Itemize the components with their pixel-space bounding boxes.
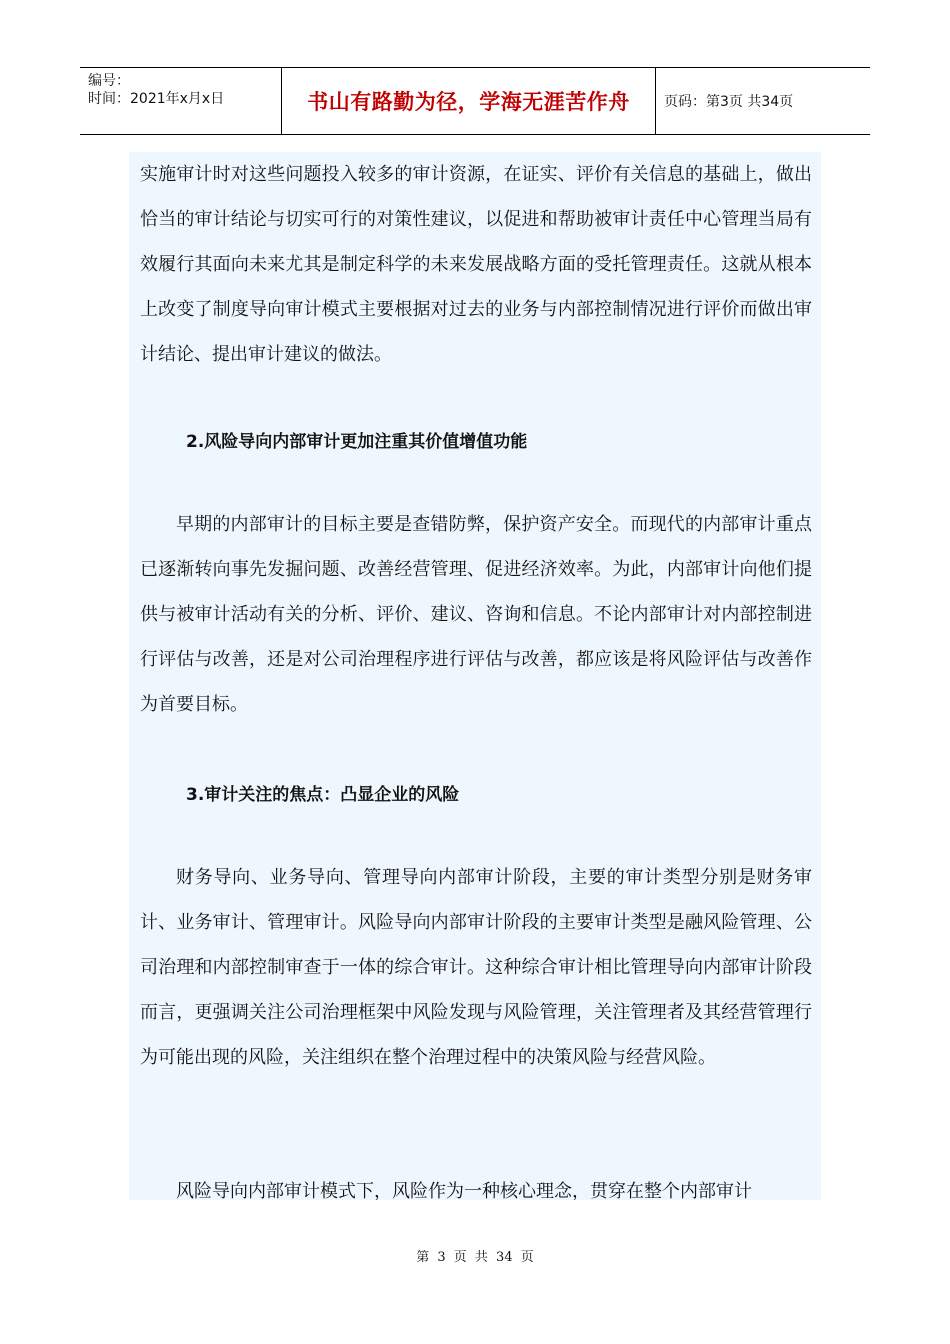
document-time-label: 时间：2021年x月x日: [88, 91, 225, 107]
paragraph-3: 财务导向、业务导向、管理导向内部审计阶段，主要的审计类型分别是财务审计、业务审计、管理审计。风险导向内部审计阶段的主要审计类型是融风险管理、公司治理和内部控制审查于一体的综合审计。这种综合审计相比管理导向内部审计阶段而言，更强调关注公司治理框架中风险发现与风险管理，关注管理者及其经营管理行为可能出现的风险，关注组织在整个治理过程中的决策风险与经营风险。: [140, 867, 812, 1068]
document-body: [129, 152, 821, 1200]
header-page-label: 页码：第3页 共34页: [664, 94, 794, 110]
paragraph-4: 风险导向内部审计模式下，风险作为一种核心理念，贯穿在整个内部审计: [176, 1181, 752, 1200]
page-footer: 第 3 页 共 34 页: [416, 1250, 534, 1265]
section-heading-3: 3.审计关注的焦点：凸显企业的风险: [186, 785, 460, 805]
header-table: [80, 67, 870, 135]
header-motto: 书山有路勤为径，学海无涯苦作舟: [282, 68, 656, 134]
header-left-cell: [80, 68, 282, 134]
document-number-label: 编号：: [88, 73, 130, 89]
paragraph-1: 实施审计时对这些问题投入较多的审计资源，在证实、评价有关信息的基础上，做出恰当的审计结论与切实可行的对策性建议，以促进和帮助被审计责任中心管理当局有效履行其面向未来尤其是制定科学的未来发展战略方面的受托管理责任。这就从根本上改变了制度导向审计模式主要根据对过去的业务与内部控制情况进行评价而做出审计结论、提出审计建议的做法。: [140, 164, 812, 365]
section-heading-2: 2.风险导向内部审计更加注重其价值增值功能: [186, 432, 528, 452]
paragraph-2: 早期的内部审计的目标主要是查错防弊，保护资产安全。而现代的内部审计重点已逐渐转向事先发掘问题、改善经营管理、促进经济效率。为此，内部审计向他们提供与被审计活动有关的分析、评价、建议、咨询和信息。不论内部审计对内部控制进行评估与改善，还是对公司治理程序进行评估与改善，都应该是将风险评估与改善作为首要目标。: [140, 514, 812, 715]
